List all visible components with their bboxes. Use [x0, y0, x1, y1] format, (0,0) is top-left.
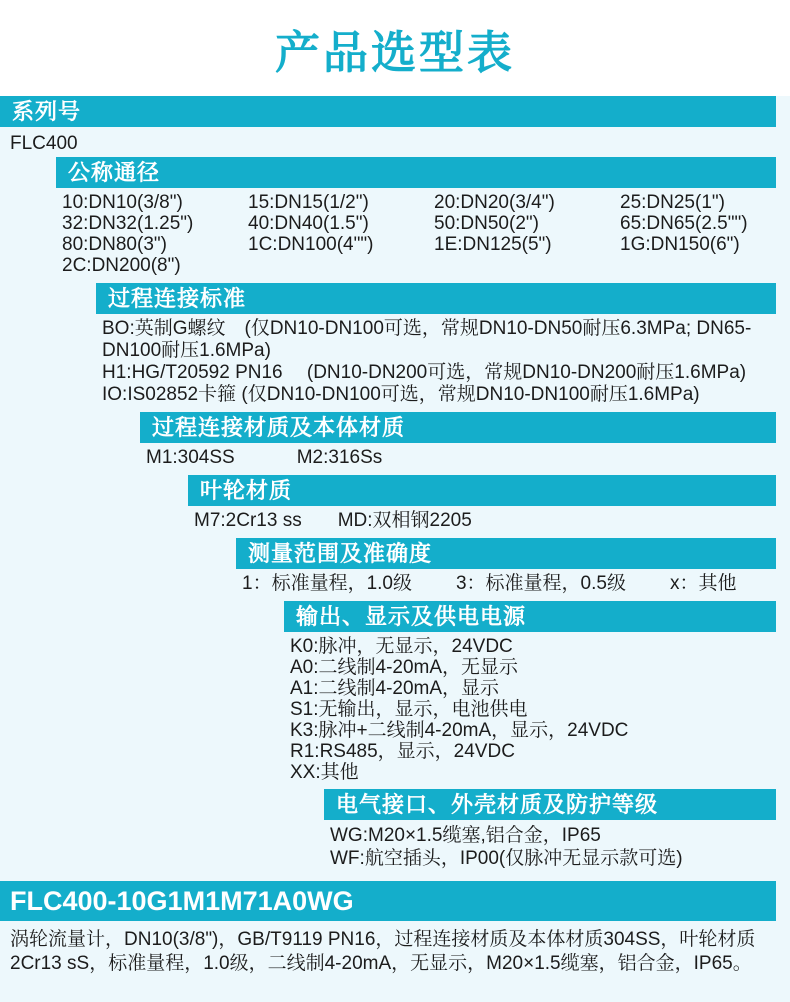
section-connection-body-material-options [140, 443, 776, 475]
option-k3: K3:脉冲+二线制4-20mA，显示，24VDC [290, 720, 629, 741]
example-description: 涡轮流量计，DN10(3/8")，GB/T9119 PN16，过程连接材质及本体材质304SS，叶轮材质2Cr13 sS，标准量程，1.0级，二线制4-20mA，无显示，M20×1.5缆塞，铝合金，IP65。 [10, 929, 756, 974]
option-k0: K0:脉冲，无显示，24VDC [290, 636, 513, 657]
option-wg: WG:M20×1.5缆塞,铝合金，IP65 [330, 825, 601, 846]
section-impeller-material-options [188, 506, 776, 538]
section-connection-body-material [140, 412, 776, 475]
section-nominal-diameter-header: 公称通径 [56, 157, 776, 188]
option-xx: XX:其他 [290, 762, 359, 783]
page-header [0, 0, 790, 96]
option-m1: M1:304SS [146, 447, 235, 468]
section-range-accuracy [236, 538, 776, 601]
page-title: 产品选型表 [274, 26, 515, 78]
option-dn40: 40:DN40(1.5") [248, 213, 369, 234]
option-accuracy-1: 1：标准量程，1.0级 [242, 573, 412, 594]
section-process-connection-standard-options [96, 314, 776, 412]
option-h1: H1:HG/T20592 PN16 (DN10-DN200可选，常规DN10-DN200耐压1.6MPa) [102, 362, 747, 383]
option-bo: BO:英制G螺纹 (仅DN10-DN100可选，常规DN10-DN50耐压6.3MPa; DN65-DN100耐压1.6MPa) [102, 318, 752, 361]
option-accuracy-x: x：其他 [669, 573, 737, 594]
option-dn50: 50:DN50(2") [434, 213, 539, 234]
section-impeller-material [188, 475, 776, 538]
section-series-header: 系列号 [0, 96, 776, 127]
option-series-flc400: FLC400 [10, 133, 78, 154]
section-nominal-diameter [56, 157, 776, 283]
option-io: IO:IS02852卡箍 (仅DN10-DN100可选，常规DN10-DN100耐压1.6MPa) [102, 384, 700, 405]
option-s1: S1:无输出，显示，电池供电 [290, 699, 528, 720]
option-dn65: 65:DN65(2.5"") [620, 213, 748, 234]
section-connection-body-material-header: 过程连接材质及本体材质 [140, 412, 776, 443]
selection-table [0, 96, 790, 976]
section-output-display-power [284, 601, 776, 789]
option-dn200: 2C:DN200(8") [62, 255, 181, 276]
section-nominal-diameter-options [56, 188, 776, 283]
option-md: MD:双相钢2205 [337, 510, 472, 531]
option-dn25: 25:DN25(1") [620, 192, 725, 213]
section-series [0, 96, 776, 157]
section-series-options [0, 127, 776, 157]
option-dn100: 1C:DN100(4"") [248, 234, 374, 255]
section-range-accuracy-options [236, 569, 776, 601]
option-dn15: 15:DN15(1/2") [248, 192, 369, 213]
section-output-display-power-options [284, 632, 776, 789]
option-m7: M7:2Cr13 ss [194, 510, 302, 531]
section-process-connection-standard [96, 283, 776, 412]
option-a1: A1:二线制4-20mA，显示 [290, 678, 500, 699]
section-electrical-interface-header: 电气接口、外壳材质及防护等级 [324, 789, 776, 820]
section-impeller-material-header: 叶轮材质 [188, 475, 776, 506]
option-r1: R1:RS485，显示，24VDC [290, 741, 515, 762]
section-output-display-power-header: 输出、显示及供电电源 [284, 601, 776, 632]
option-m2: M2:316Ss [296, 447, 383, 468]
option-accuracy-3: 3：标准量程，0.5级 [455, 573, 626, 594]
option-dn32: 32:DN32(1.25") [62, 213, 194, 234]
option-dn150: 1G:DN150(6") [620, 234, 740, 255]
option-dn125: 1E:DN125(5") [434, 234, 552, 255]
section-electrical-interface [324, 789, 776, 876]
example-block [0, 881, 790, 976]
option-dn20: 20:DN20(3/4") [434, 192, 555, 213]
section-range-accuracy-header: 测量范围及准确度 [236, 538, 776, 569]
option-dn10: 10:DN10(3/8") [62, 192, 183, 213]
option-dn80: 80:DN80(3") [62, 234, 167, 255]
example-model-code: FLC400-10G1M1M71A0WG [0, 881, 776, 921]
option-a0: A0:二线制4-20mA，无显示 [290, 657, 519, 678]
section-process-connection-standard-header: 过程连接标准 [96, 283, 776, 314]
section-electrical-interface-options [324, 820, 776, 876]
option-wf: WF:航空插头，IP00(仅脉冲无显示款可选) [330, 848, 683, 869]
